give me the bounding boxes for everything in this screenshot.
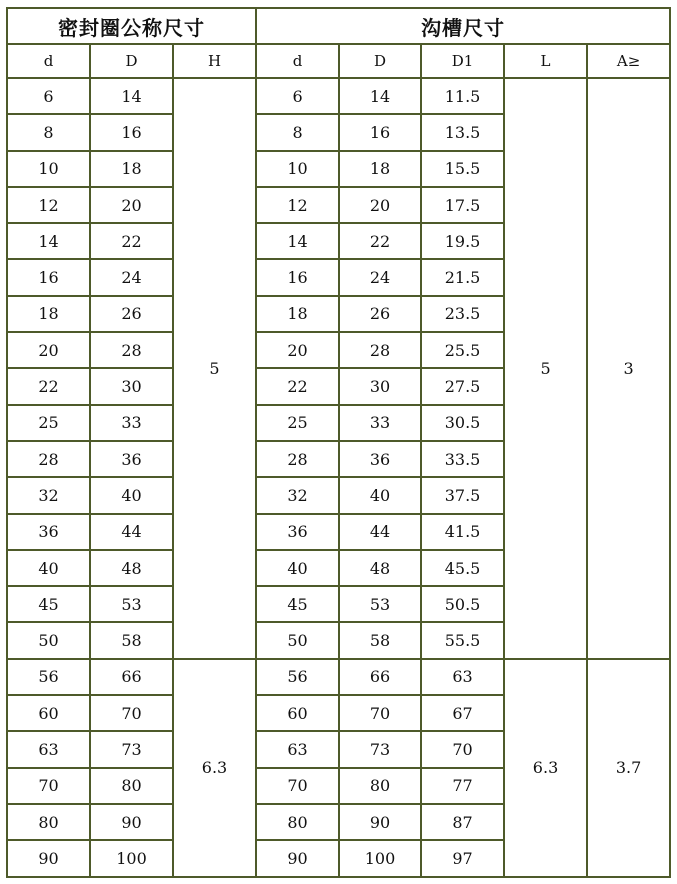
cell-seal-D: 73 (90, 731, 173, 767)
table-row (7, 78, 670, 114)
cell-seal-d: 56 (7, 659, 90, 695)
cell-groove-D1: 50.5 (421, 586, 504, 622)
cell-groove-d: 50 (256, 622, 339, 658)
cell-groove-d: 6 (256, 78, 339, 114)
cell-groove-d: 40 (256, 550, 339, 586)
cell-groove-D1: 21.5 (421, 259, 504, 295)
col-header-seal-D: D (90, 44, 173, 78)
cell-groove-D: 22 (339, 223, 421, 259)
cell-seal-d: 40 (7, 550, 90, 586)
cell-seal-D: 100 (90, 840, 173, 876)
cell-groove-D: 20 (339, 187, 421, 223)
cell-seal-d: 50 (7, 622, 90, 658)
cell-groove-D: 44 (339, 514, 421, 550)
cell-groove-d: 63 (256, 731, 339, 767)
cell-groove-D1: 11.5 (421, 78, 504, 114)
cell-seal-D: 70 (90, 695, 173, 731)
cell-groove-D1: 19.5 (421, 223, 504, 259)
cell-seal-D: 44 (90, 514, 173, 550)
cell-seal-d: 10 (7, 151, 90, 187)
cell-groove-A: 3 (587, 78, 670, 659)
cell-groove-d: 28 (256, 441, 339, 477)
cell-seal-D: 22 (90, 223, 173, 259)
cell-seal-d: 28 (7, 441, 90, 477)
cell-groove-D: 24 (339, 259, 421, 295)
cell-groove-D: 80 (339, 768, 421, 804)
cell-seal-d: 60 (7, 695, 90, 731)
cell-seal-H: 6.3 (173, 659, 256, 877)
cell-seal-d: 6 (7, 78, 90, 114)
groove-size-header: 沟槽尺寸 (256, 8, 670, 44)
cell-groove-D1: 63 (421, 659, 504, 695)
cell-groove-d: 12 (256, 187, 339, 223)
cell-seal-D: 33 (90, 405, 173, 441)
cell-groove-D1: 27.5 (421, 368, 504, 404)
cell-groove-D1: 30.5 (421, 405, 504, 441)
cell-groove-D1: 17.5 (421, 187, 504, 223)
cell-groove-A: 3.7 (587, 659, 670, 877)
table-row (7, 659, 670, 695)
cell-groove-d: 8 (256, 114, 339, 150)
cell-seal-d: 36 (7, 514, 90, 550)
cell-seal-d: 70 (7, 768, 90, 804)
cell-seal-D: 48 (90, 550, 173, 586)
col-header-groove-D1: D1 (421, 44, 504, 78)
cell-groove-D1: 70 (421, 731, 504, 767)
cell-groove-D: 53 (339, 586, 421, 622)
cell-groove-d: 45 (256, 586, 339, 622)
cell-seal-D: 36 (90, 441, 173, 477)
column-header-row (7, 44, 670, 78)
col-header-groove-A: A≥ (587, 44, 670, 78)
cell-groove-d: 70 (256, 768, 339, 804)
cell-seal-d: 12 (7, 187, 90, 223)
cell-groove-D1: 25.5 (421, 332, 504, 368)
cell-seal-d: 20 (7, 332, 90, 368)
cell-groove-D: 70 (339, 695, 421, 731)
cell-seal-d: 25 (7, 405, 90, 441)
cell-groove-D: 48 (339, 550, 421, 586)
cell-seal-D: 14 (90, 78, 173, 114)
table-body (7, 78, 670, 877)
cell-seal-d: 80 (7, 804, 90, 840)
cell-groove-D1: 87 (421, 804, 504, 840)
cell-groove-D1: 15.5 (421, 151, 504, 187)
cell-groove-D: 16 (339, 114, 421, 150)
cell-groove-d: 80 (256, 804, 339, 840)
cell-groove-D1: 37.5 (421, 477, 504, 513)
cell-groove-D: 30 (339, 368, 421, 404)
cell-groove-d: 32 (256, 477, 339, 513)
cell-seal-H: 5 (173, 78, 256, 659)
cell-groove-D1: 23.5 (421, 296, 504, 332)
cell-seal-D: 40 (90, 477, 173, 513)
cell-groove-D: 36 (339, 441, 421, 477)
cell-groove-d: 90 (256, 840, 339, 876)
cell-groove-D1: 41.5 (421, 514, 504, 550)
cell-groove-D: 58 (339, 622, 421, 658)
cell-seal-D: 90 (90, 804, 173, 840)
cell-seal-d: 45 (7, 586, 90, 622)
cell-groove-D: 28 (339, 332, 421, 368)
cell-groove-D1: 13.5 (421, 114, 504, 150)
cell-groove-D1: 97 (421, 840, 504, 876)
cell-seal-D: 18 (90, 151, 173, 187)
cell-groove-D: 18 (339, 151, 421, 187)
cell-seal-D: 30 (90, 368, 173, 404)
cell-groove-D: 100 (339, 840, 421, 876)
dimension-table (6, 7, 671, 878)
cell-groove-d: 18 (256, 296, 339, 332)
cell-groove-D: 40 (339, 477, 421, 513)
cell-groove-D: 33 (339, 405, 421, 441)
cell-seal-d: 63 (7, 731, 90, 767)
cell-groove-d: 25 (256, 405, 339, 441)
cell-seal-d: 22 (7, 368, 90, 404)
cell-seal-D: 53 (90, 586, 173, 622)
cell-groove-d: 16 (256, 259, 339, 295)
group-header-row (7, 8, 670, 44)
cell-groove-d: 10 (256, 151, 339, 187)
cell-seal-D: 24 (90, 259, 173, 295)
cell-groove-d: 36 (256, 514, 339, 550)
cell-groove-D1: 55.5 (421, 622, 504, 658)
col-header-groove-L: L (504, 44, 587, 78)
cell-groove-d: 14 (256, 223, 339, 259)
cell-groove-D1: 77 (421, 768, 504, 804)
cell-seal-D: 16 (90, 114, 173, 150)
cell-seal-D: 66 (90, 659, 173, 695)
cell-groove-L: 6.3 (504, 659, 587, 877)
col-header-groove-d: d (256, 44, 339, 78)
cell-groove-D: 73 (339, 731, 421, 767)
cell-groove-D1: 33.5 (421, 441, 504, 477)
cell-groove-d: 60 (256, 695, 339, 731)
cell-groove-D: 90 (339, 804, 421, 840)
cell-seal-D: 80 (90, 768, 173, 804)
cell-seal-d: 18 (7, 296, 90, 332)
col-header-seal-d: d (7, 44, 90, 78)
cell-groove-D: 66 (339, 659, 421, 695)
col-header-seal-H: H (173, 44, 256, 78)
cell-seal-D: 20 (90, 187, 173, 223)
cell-groove-L: 5 (504, 78, 587, 659)
cell-groove-d: 22 (256, 368, 339, 404)
cell-groove-D1: 67 (421, 695, 504, 731)
cell-seal-D: 28 (90, 332, 173, 368)
col-header-groove-D: D (339, 44, 421, 78)
cell-seal-D: 26 (90, 296, 173, 332)
cell-seal-D: 58 (90, 622, 173, 658)
cell-groove-d: 20 (256, 332, 339, 368)
cell-seal-d: 8 (7, 114, 90, 150)
cell-groove-d: 56 (256, 659, 339, 695)
cell-seal-d: 32 (7, 477, 90, 513)
cell-seal-d: 90 (7, 840, 90, 876)
cell-seal-d: 16 (7, 259, 90, 295)
cell-groove-D: 14 (339, 78, 421, 114)
cell-seal-d: 14 (7, 223, 90, 259)
seal-nominal-size-header: 密封圈公称尺寸 (7, 8, 256, 44)
cell-groove-D: 26 (339, 296, 421, 332)
cell-groove-D1: 45.5 (421, 550, 504, 586)
